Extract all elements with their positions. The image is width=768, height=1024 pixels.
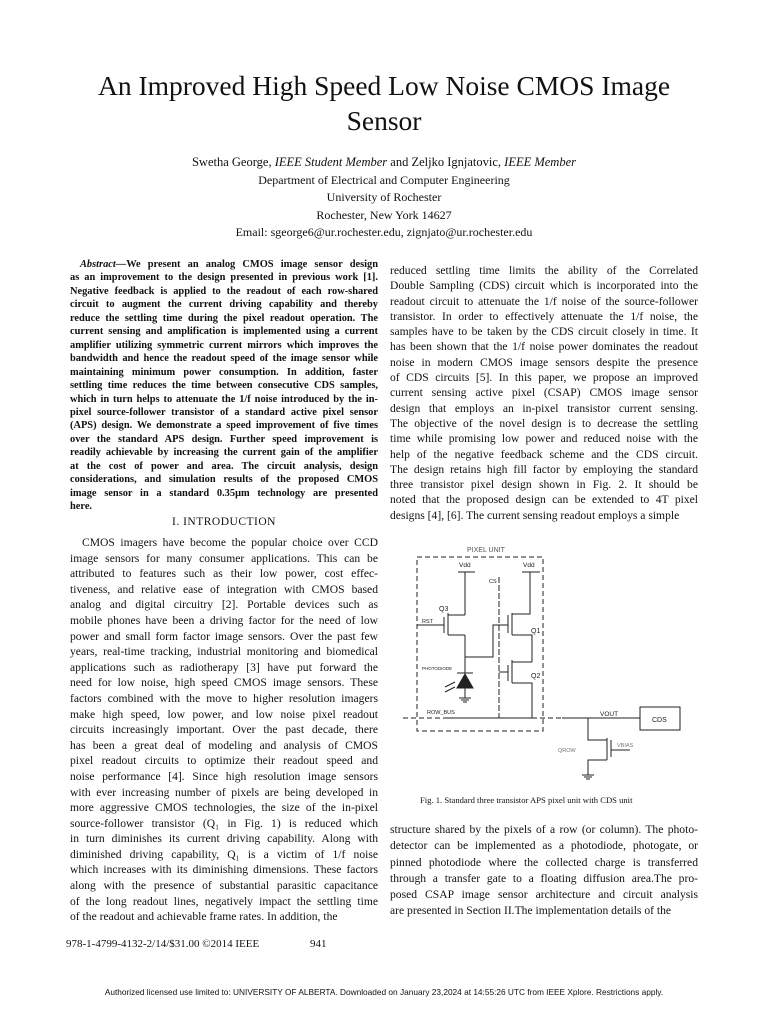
- text-line: make high speed, low power, and low noise pixel readout: [70, 707, 378, 721]
- page-number: 941: [310, 938, 327, 950]
- text-line: The design retains high fill factor by employing the standard: [390, 462, 698, 476]
- q2-label: Q2: [531, 673, 541, 680]
- photodiode-label: PHOTODIODE: [422, 666, 453, 671]
- footer-isbn: 978-1-4799-4132-2/14/$31.00 ©2014 IEEE: [66, 938, 260, 950]
- text-line: analog and digital circuitry [2]. Portable devices such as: [70, 598, 378, 612]
- text-line: need for low noise, high speed CMOS image sensors. These: [70, 676, 378, 690]
- text-line: which increases with its diminishing dimensions. These factors: [70, 863, 378, 877]
- text-line: CMOS imagers have become the popular choice over CCD: [82, 536, 378, 549]
- vbias-label: VBIAS: [617, 743, 634, 749]
- text-line: over the standard APS design. Further speed improvement is: [70, 433, 378, 445]
- text-line: (APS) design. We demonstrate a speed improvement of five times: [70, 420, 378, 432]
- rst-label: RST: [422, 619, 433, 625]
- text-line: three transistor pixel design shown in Fig. 2. It should be: [390, 478, 698, 492]
- affiliation-address: Rochester, New York 14627: [316, 208, 452, 222]
- text-line: mobile phones have been a driving factor for the need of low: [70, 613, 378, 627]
- text-line: pixel readout circuits to optimize their readout speed and: [70, 754, 378, 768]
- affiliation-dept: Department of Electrical and Computer Engineering: [258, 173, 510, 187]
- text-line: amplifier utilizing symmetric current mirrors which improves the: [70, 339, 378, 351]
- figure-caption: Fig. 1. Standard three transistor APS pixel unit with CDS unit: [420, 795, 633, 805]
- text-line: in turn diminishes its current driving capability. Along with: [70, 832, 378, 846]
- text-line: readily achievable by increasing the current gain of the amplifier: [70, 447, 378, 459]
- text-line: factors combined with the move to higher resolution imagers: [70, 691, 378, 705]
- text-line: current sensing and amplification is implemented using a current: [70, 326, 378, 338]
- text-line: readout circuit to attenuate the 1/f noise of the source-follower: [390, 294, 698, 308]
- text-line: with ever increasing number of pixels are being developed in: [70, 785, 378, 799]
- text-line: applications such as radiotherapy [3] have put forward the: [70, 660, 378, 674]
- text-line: design that employs an in-pixel transistor current sensing.: [390, 401, 698, 415]
- text-line: pixel source-follower transistor of a standard active pixel sensor: [70, 406, 378, 418]
- qrow-label: QROW: [558, 748, 576, 754]
- text-line: reduced settling time limits the ability of the Correlated: [390, 264, 698, 277]
- paper-title: [30, 68, 738, 138]
- vdd-label: Vdd: [459, 562, 471, 569]
- section-heading: I. INTRODUCTION: [172, 516, 276, 528]
- text-line: settling time reduces the time between consecutive CDS samples,: [70, 380, 378, 392]
- text-line: noted that the proposed design can be extended to 4T pixel: [390, 493, 698, 507]
- text-line: pinned photodiode where the collected charge is transferred: [390, 855, 698, 869]
- text-line: source-follower transistor (Q₁ in Fig. 1) is reduced which: [70, 816, 378, 830]
- text-line: detector can be implemented as a photodiode, photogate, or: [390, 839, 698, 853]
- photodiode-icon: [457, 674, 473, 688]
- light-arrows-icon: [445, 682, 455, 692]
- text-line: of the long readout lines, negatively impact the settling time: [70, 894, 378, 908]
- text-line: noise performance [4]. Since high resolution image sensors: [70, 769, 378, 783]
- text-line: through a transfer gate to a floating diffusion area.The pro-: [390, 871, 698, 885]
- pixel-unit-label: PIXEL UNIT: [467, 547, 505, 554]
- text-line: more aggressive CMOS technologies, the size of the in-pixel: [70, 801, 378, 815]
- text-line: image sensor in a standard 0.35μm technology are presented: [70, 487, 378, 499]
- text-line: Abstract—We present an analog CMOS image sensor design: [80, 259, 378, 270]
- author-name: Swetha George,: [191, 155, 275, 169]
- right-column-text-bottom: [390, 822, 698, 920]
- q1-label: Q1: [531, 628, 541, 635]
- cs-label: CS: [489, 579, 497, 585]
- ground-icon: [459, 688, 471, 702]
- text-line: structure shared by the pixels of a row (or column). The photo-: [390, 823, 698, 836]
- title-line: An Improved High Speed Low Noise CMOS Image: [97, 70, 671, 101]
- circuit-figure: [395, 535, 695, 785]
- q1-transistor: [465, 572, 540, 662]
- text-line: bandwidth and hence the readout speed of the image sensor while: [70, 353, 378, 365]
- text-line: which in turn helps to attenuate the 1/f noise introduced by the in-: [70, 393, 378, 405]
- introduction-text: [70, 535, 378, 925]
- text-line: has been a great deal of modeling and analysis of CMOS: [70, 738, 378, 752]
- text-line: are presented in Section II.The implementation details of the: [390, 904, 672, 918]
- pixel-unit-boundary: [417, 557, 543, 731]
- license-notice: Authorized licensed use limited to: UNIVERSITY OF ALBERTA. Downloaded on January 23,2024 at 14:55:26 UTC from IEEE Xplore. Restrictions apply.: [104, 987, 664, 997]
- text-line: diminished driving capability, Q₁ is a victim of 1/f noise: [70, 847, 378, 861]
- text-line: image sensors for many consumer applications. This can be: [70, 551, 378, 565]
- authors: [0, 155, 768, 170]
- author-role: IEEE Student Member: [274, 155, 388, 169]
- text-line: Negative feedback is applied to the readout of each row-shared: [70, 285, 378, 297]
- cds-label: CDS: [652, 717, 667, 724]
- text-line: considerations, and simulation results of the proposed CMOS: [70, 474, 378, 486]
- affiliation-email: Email: sgeorge6@ur.rochester.edu, zignjato@ur.rochester.edu: [235, 225, 533, 239]
- text-line: current sensing active pixel (CSAP) CMOS image sensor: [390, 386, 698, 400]
- abstract: [70, 258, 378, 514]
- text-line: posed CSAP image sensor architecture and circuit analysis: [390, 888, 698, 902]
- text-line: along with the presence of substantial parasitic capacitance: [70, 879, 378, 893]
- text-line: attributed to features such as their low power, cost effec-: [70, 567, 378, 581]
- text-line: circuits increasingly important. Over the past decade, there: [70, 723, 378, 737]
- text-line: years, real-time tracking, industrial monitoring and biomedical: [70, 645, 378, 659]
- right-column-text-top: [390, 263, 698, 523]
- row-bus-label: ROW_BUS: [427, 710, 455, 716]
- text-line: power and small form factor image sensors. Over the past few: [70, 629, 378, 643]
- author-role: IEEE Member: [504, 155, 577, 169]
- vout-label: VOUT: [600, 711, 619, 718]
- text-line: reduce the settling time during the pixel readout operation. The: [70, 312, 378, 324]
- text-line: tiveness, and relative ease of integration with CMOS based: [70, 582, 378, 596]
- text-line: The objective of the novel design is to decrease the settling: [390, 416, 698, 430]
- text-line: here.: [70, 501, 93, 513]
- text-line: transistor. In order to effectively attenuate the 1/f noise, the: [390, 309, 698, 323]
- text-line: has been shown that the 1/f noise power dominates the readout: [390, 340, 698, 354]
- text-line: at the cost of power and area. The circuit analysis, design: [70, 460, 378, 472]
- text-line: maintaining minimum power consumption. In addition, faster: [70, 366, 378, 378]
- author-name: and Zeljko Ignjatovic,: [387, 155, 505, 169]
- q3-label: Q3: [439, 606, 449, 613]
- text-line: designs [4], [6]. The current sensing readout employs a simple: [390, 508, 680, 522]
- text-line: time while promising low power and reduced noise with the: [390, 432, 698, 446]
- text-line: Double Sampling (CDS) circuit which is incorporated into the: [390, 279, 698, 293]
- text-line: of the readout and achievable frame rates. In addition, the: [70, 910, 338, 924]
- title-line: Sensor: [346, 105, 422, 136]
- affiliation-university: University of Rochester: [326, 190, 442, 204]
- text-line: as an improvement to the design presented in previous work [1].: [70, 272, 378, 284]
- text-line: help of the negative feedback scheme and the CDS circuit.: [390, 447, 698, 461]
- text-line: samples have to be taken by the CDS circuit closely in time. It: [390, 325, 698, 339]
- vdd-label: Vdd: [523, 562, 535, 569]
- q2-transistor: [499, 660, 532, 718]
- text-line: of CDS circuits [5]. In this paper, we propose an improved: [390, 371, 698, 385]
- text-line: circuit to augment the current driving capability and thereby: [70, 299, 378, 311]
- text-line: noise in modern CMOS image sensors despite the presence: [390, 355, 698, 369]
